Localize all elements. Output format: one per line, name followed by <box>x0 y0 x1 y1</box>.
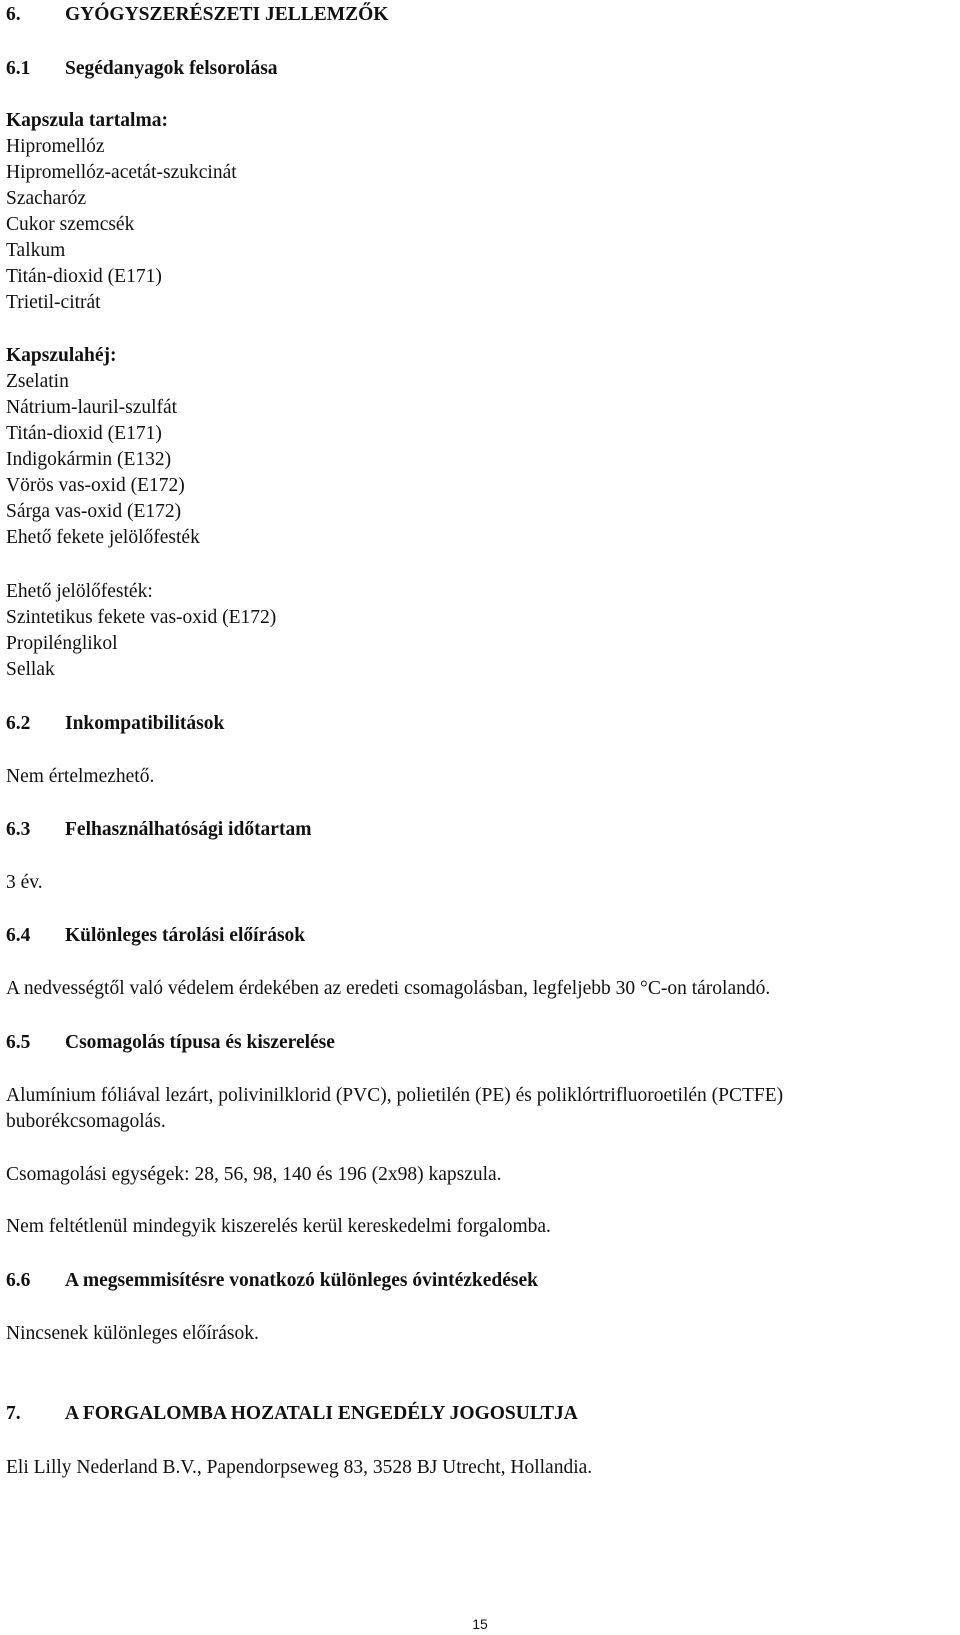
section-6-5-heading <box>6 1030 335 1056</box>
capsule-content-heading: Kapszula tartalma: <box>6 110 168 131</box>
list-item: Titán-dioxid (E171) <box>6 423 162 444</box>
capsule-shell-heading: Kapszulahéj: <box>6 345 117 366</box>
list-item: Zselatin <box>6 371 69 392</box>
section-6-4-heading <box>6 923 305 949</box>
list-item: Indigokármin (E132) <box>6 449 172 470</box>
section-title: Csomagolás típusa és kiszerelése <box>65 1032 335 1053</box>
document-page <box>6 0 960 1635</box>
section-6-1-heading <box>6 56 278 82</box>
section-text: A nedvességtől való védelem érdekében az eredeti csomagolásban, legfeljebb 30 °C-on tárolandó. <box>6 978 771 999</box>
list-item: Talkum <box>6 240 66 261</box>
section-6-6-heading <box>6 1268 538 1294</box>
page-number: 15 <box>472 1616 488 1632</box>
section-text: buborékcsomagolás. <box>6 1111 166 1132</box>
section-title: GYÓGYSZERÉSZETI JELLEMZŐK <box>65 4 389 25</box>
section-text: Csomagolási egységek: 28, 56, 98, 140 és 196 (2x98) kapszula. <box>6 1164 502 1185</box>
section-text: Nem értelmezhető. <box>6 766 155 787</box>
list-item: Hipromellóz <box>6 136 105 157</box>
ink-heading: Ehető jelölőfesték: <box>6 581 153 602</box>
section-title: Felhasználhatósági időtartam <box>65 819 312 840</box>
section-number: 6.5 <box>6 1032 31 1053</box>
section-number: 6. <box>6 4 21 25</box>
section-title: A FORGALOMBA HOZATALI ENGEDÉLY JOGOSULTJA <box>65 1403 578 1424</box>
list-item: Trietil-citrát <box>6 292 101 313</box>
section-number: 6.3 <box>6 819 31 840</box>
section-6-3-heading <box>6 817 311 843</box>
section-text: Eli Lilly Nederland B.V., Papendorpseweg 83, 3528 BJ Utrecht, Hollandia. <box>6 1457 593 1478</box>
list-item: Vörös vas-oxid (E172) <box>6 475 185 496</box>
section-text: Nem feltétlenül mindegyik kiszerelés kerül kereskedelmi forgalomba. <box>6 1216 551 1237</box>
section-title: Különleges tárolási előírások <box>65 925 306 946</box>
section-text: Nincsenek különleges előírások. <box>6 1323 259 1344</box>
section-number: 6.1 <box>6 58 31 79</box>
section-6-heading <box>6 2 388 28</box>
list-item: Propilénglikol <box>6 633 118 654</box>
section-title: Inkompatibilitások <box>65 713 225 734</box>
section-title: A megsemmisítésre vonatkozó különleges óvintézkedések <box>65 1270 539 1291</box>
section-text: Alumínium fóliával lezárt, polivinilklorid (PVC), polietilén (PE) és poliklórtrifluoroetilén (PCTFE) <box>6 1085 784 1106</box>
list-item: Nátrium-lauril-szulfát <box>6 397 178 418</box>
list-item: Cukor szemcsék <box>6 214 135 235</box>
list-item: Ehető fekete jelölőfesték <box>6 527 200 548</box>
list-item: Hipromellóz-acetát-szukcinát <box>6 162 237 183</box>
section-title: Segédanyagok felsorolása <box>65 58 278 79</box>
list-item: Szacharóz <box>6 188 87 209</box>
list-item: Szintetikus fekete vas-oxid (E172) <box>6 607 277 628</box>
list-item: Sárga vas-oxid (E172) <box>6 501 182 522</box>
section-number: 6.2 <box>6 713 31 734</box>
section-7-heading <box>6 1401 578 1427</box>
section-number: 6.6 <box>6 1270 31 1291</box>
section-text: 3 év. <box>6 872 43 893</box>
list-item: Titán-dioxid (E171) <box>6 266 162 287</box>
section-number: 6.4 <box>6 925 31 946</box>
section-number: 7. <box>6 1403 21 1424</box>
list-item: Sellak <box>6 659 55 680</box>
section-6-2-heading <box>6 711 224 737</box>
